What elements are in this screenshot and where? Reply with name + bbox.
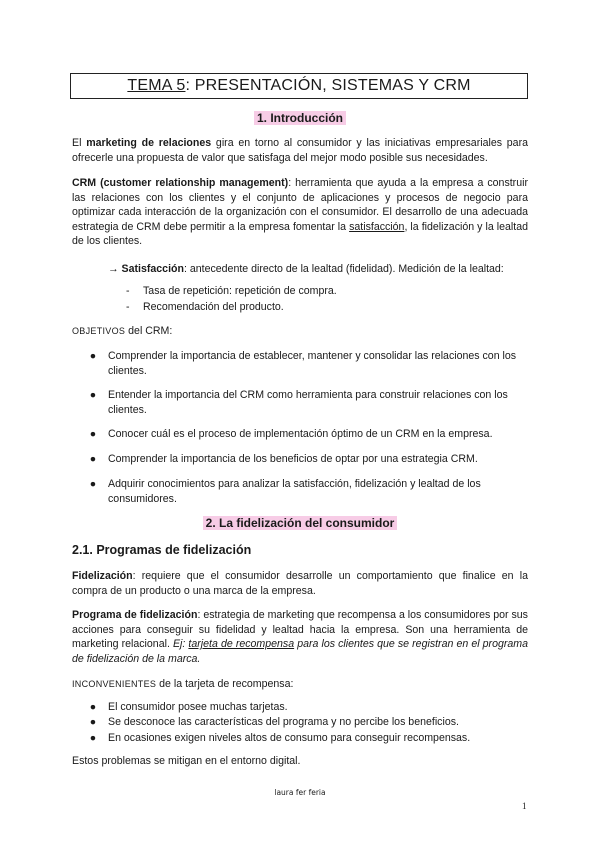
intro-paragraph: El marketing de relaciones gira en torno al consumidor y las iniciativas empresariales para ofrecerle una propuesta de valor que satisfaga del mejor modo posible sus necesidades.	[72, 137, 528, 164]
fidelizacion-paragraph: Fidelización: requiere que el consumidor desarrolle un comportamiento que finalice en la compra de un producto o una marca de la empresa.	[72, 570, 528, 597]
bullet-icon: ●	[89, 453, 97, 465]
page-title	[70, 73, 528, 99]
title-prefix: TEMA 5	[127, 77, 186, 94]
bullet-icon: ●	[89, 350, 97, 362]
document-page: TEMA 5: PRESENTACIÓN, SISTEMAS Y CRM 1. Introducción El marketing de relaciones gira en torno al consumidor y las iniciativas empresariales para ofrecerle una propuesta de valor que satisfaga del mejor modo posible sus necesidades. CRM (customer relationship management): herramienta que ayuda a la empresa a construir las relaciones con los clientes y el conjunto de aplicaciones y procesos de negocio para optimizar cada interacción de la organización con el consumidor. El desarrollo de una adecuada estrategia de CRM debe permitir a la empresa fomentar la satisfacción, la fidelización y la lealtad de los clientes. → Satisfacción: antecedente directo de la lealtad (fidelidad). Medición de la lealtad: - Tasa de repetición: repetición de compra. - Recomendación del producto. OBJETIVOS del CRM: ● Comprender la importancia de establecer, mantener y consolidar las relaciones con los clientes. ● Entender la importancia del CRM como herramienta para construir relaciones con los clientes. ● Conocer cuál es el proceso de implementación óptimo de un CRM en la empresa. ● Comprender la importancia de los beneficios de optar por una estrategia CRM. ● Adquirir conocimientos para analizar la satisfacción, fidelización y lealtad de los consumidores. 2. La fidelización del consumidor 2.1. Programas de fidelización Fidelización: requiere que el consumidor desarrolle un comportamiento que finalice en la compra de un producto o una marca de la empresa. Programa de fidelización: estrategia de marketing que recompensa a los consumidores por sus acciones para conseguir su fidelidad y lealtad hacia la empresa. Son una herramienta de marketing relacional. Ej: tarjeta de recompensa para los clientes que se registran en el programa de fidelización de la marca. INCONVENIENTES de la tarjeta de recompensa: ● El consumidor posee muchas tarjetas. ● Se desconoce las características del programa y no percibe los beneficios. ● En ocasiones exigen niveles altos de consumo para conseguir recompensas. Estos problemas se mitigan en el entorno digital. laura fer feria 1	[0, 0, 600, 848]
inconvenientes-label: INCONVENIENTES de la tarjeta de recompensa:	[72, 678, 294, 690]
section-1-heading: 1. Introducción	[0, 111, 600, 126]
title-rest: : PRESENTACIÓN, SISTEMAS Y CRM	[185, 77, 471, 94]
satisfaction-line: → Satisfacción: antecedente directo de la lealtad (fidelidad). Medición de la lealtad:	[108, 263, 504, 275]
closing-sentence: Estos problemas se mitigan en el entorno digital.	[72, 755, 301, 767]
bullet-icon: ●	[89, 428, 97, 440]
bullet-icon: ●	[89, 701, 97, 713]
bullet-icon: ●	[89, 732, 97, 744]
crm-paragraph: CRM (customer relationship management): herramienta que ayuda a la empresa a construir las relaciones con los clientes y el conjunto de aplicaciones y procesos de negocio para optimizar cada interacción de la organización con el consumidor. El desarrollo de una adecuada estrategia de CRM debe permitir a la empresa fomentar la satisfacción, la fidelización y la lealtad de los clientes.	[72, 177, 528, 248]
page-number: 1	[522, 801, 527, 811]
objetivos-label: OBJETIVOS del CRM:	[72, 325, 173, 337]
footer-author: laura fer feria	[274, 788, 326, 797]
bullet-icon: ●	[89, 478, 97, 490]
section-2-1-heading: 2.1. Programas de fidelización	[72, 543, 252, 557]
programa-paragraph: Programa de fidelización: estrategia de marketing que recompensa a los consumidores por sus acciones para conseguir su fidelidad y lealtad hacia la empresa. Son una herramienta de marketing relacional. Ej: tarjeta de recompensa para los clientes que se registran en el programa de fidelización de la marca.	[72, 609, 528, 665]
bullet-icon: ●	[89, 389, 97, 401]
section-2-heading: 2. La fidelización del consumidor	[0, 516, 600, 531]
bullet-icon: ●	[89, 716, 97, 728]
